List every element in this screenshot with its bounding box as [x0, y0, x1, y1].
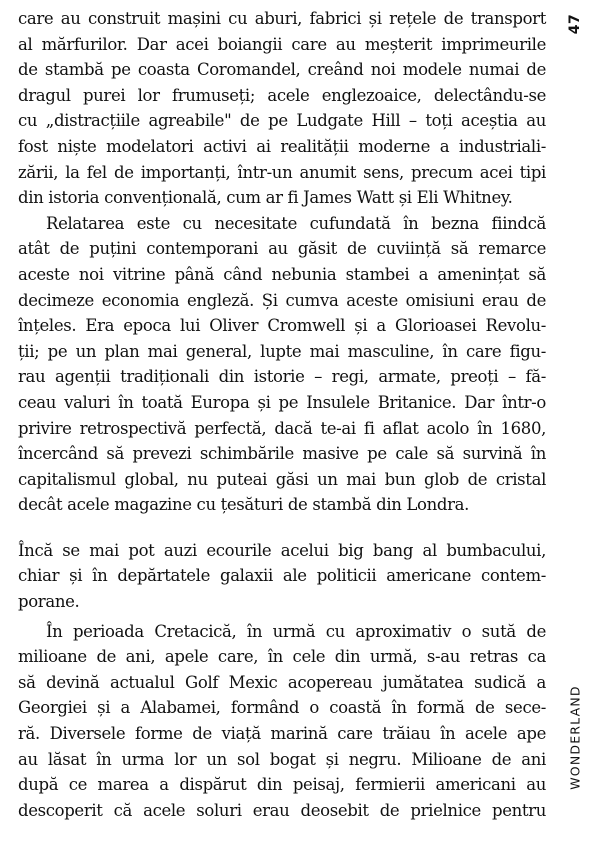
- text-line: privire retrospectivă perfectă, dacă te-ai fi aflat acolo în 1680,: [18, 418, 546, 438]
- text-line: după ce marea a dispărut din peisaj, fermierii americani au: [18, 775, 546, 795]
- text-line: zării, la fel de importanți, într-un anumit sens, precum acei tipi: [18, 162, 546, 182]
- text-line: au lăsat în urma lor un sol bogat și negru. Milioane de ani: [18, 749, 546, 769]
- text-line: decimeze economia engleză. Și cumva aceste omisiuni erau de: [18, 290, 546, 310]
- text-line: ră. Diversele forme de viață marină care trăiau în acele ape: [18, 724, 546, 744]
- text-line: fost niște modelatori activi ai realității moderne a industriali-: [18, 136, 546, 156]
- paragraph-4: [18, 619, 546, 824]
- text-line: să devină actualul Golf Mexic acopereau jumătatea sudică a: [18, 672, 546, 692]
- text-line: chiar și în depărtatele galaxii ale politicii americane contem-: [18, 566, 546, 586]
- text-line: decât acele magazine cu țesături de stambă din Londra.: [18, 495, 470, 515]
- running-header: WONDERLAND: [567, 685, 583, 790]
- text-line: al mărfurilor. Dar acei boiangii care au meșterit imprimeurile: [18, 34, 546, 54]
- paragraph-2: [18, 211, 546, 518]
- text-line: cu „distracțiile agreabile" de pe Ludgate Hill – toți aceștia au: [18, 111, 546, 131]
- text-line: din istoria convențională, cum ar fi James Watt și Eli Whitney.: [18, 188, 513, 208]
- section-break: [18, 518, 546, 538]
- paragraph-1: [18, 6, 546, 211]
- text-line: ții; pe un plan mai general, lupte mai masculine, în care figu-: [18, 341, 546, 361]
- text-line: ceau valuri în toată Europa și pe Insulele Britanice. Dar într-o: [18, 392, 546, 412]
- text-line: de stambă pe coasta Coromandel, creând noi modele numai de: [18, 60, 546, 80]
- text-line: înțeles. Era epoca lui Oliver Cromwell și a Glorioasei Revolu-: [18, 316, 546, 336]
- text-line: dragul purei lor frumuseți; acele englezoaice, delectându-se: [18, 85, 546, 105]
- text-line: care au construit mașini cu aburi, fabrici și rețele de transport: [18, 9, 546, 28]
- text-line: Georgiei și a Alabamei, formând o coastă în formă de sece-: [18, 698, 546, 718]
- text-line: porane.: [18, 592, 80, 612]
- text-line: milioane de ani, apele care, în cele din urmă, s-au retras ca: [18, 647, 546, 667]
- paragraph-3: [18, 538, 546, 615]
- text-line: încercând să prevezi schimbările masive pe cale să survină în: [18, 444, 546, 464]
- text-line: În perioada Cretacică, în urmă cu aproximativ o sută de: [46, 621, 546, 641]
- page-number: 47: [567, 13, 583, 35]
- text-line: rau agenții tradiționali din istorie – regi, armate, preoți – fă-: [18, 367, 546, 387]
- text-line: Relatarea este cu necesitate cufundată în bezna fiindcă: [46, 213, 546, 233]
- page-body: [18, 6, 546, 823]
- text-line: Încă se mai pot auzi ecourile acelui big bang al bumbacului,: [18, 540, 546, 560]
- text-line: atât de puțini contemporani au găsit de cuviință să remarce: [18, 239, 546, 259]
- text-line: aceste noi vitrine până când nebunia stambei a amenințat să: [18, 264, 546, 284]
- text-line: capitalismul global, nu puteai găsi un mai bun glob de cristal: [18, 469, 546, 489]
- text-line: descoperit că acele soluri erau deosebit de prielnice pentru: [18, 800, 546, 820]
